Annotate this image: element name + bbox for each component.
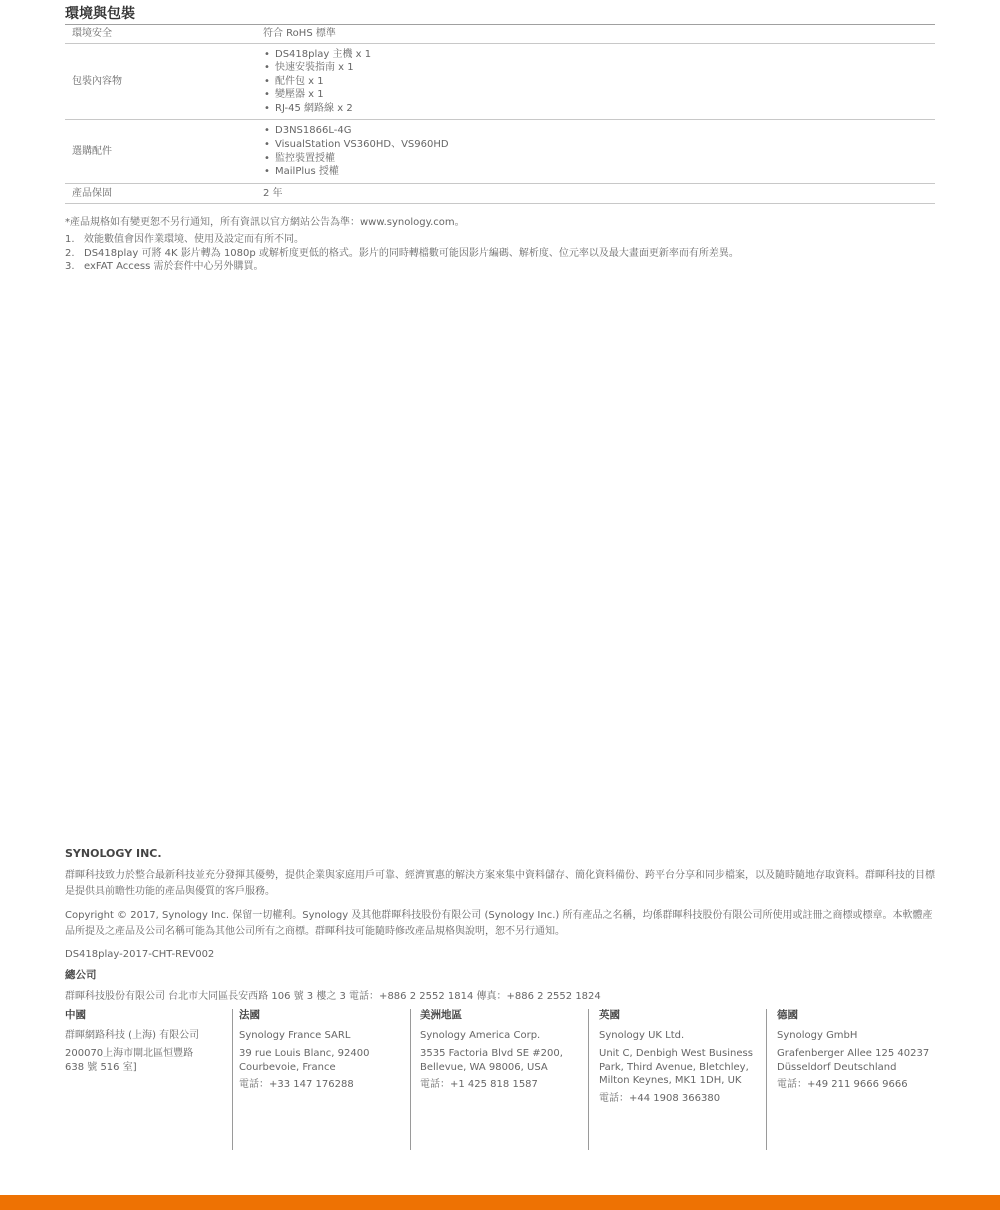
office-title: 英國 bbox=[599, 1009, 620, 1021]
bullet-icon: • bbox=[264, 125, 270, 137]
office-address: Grafenberger Allee 125 40237 Düsseldorf Deutschland bbox=[777, 1048, 930, 1073]
bullet-icon: • bbox=[264, 152, 270, 164]
accessories-list bbox=[263, 124, 935, 178]
office-address: 39 rue Louis Blanc, 92400 Courbevoie, France bbox=[239, 1048, 370, 1073]
accent-bar bbox=[0, 1195, 1000, 1210]
note-item bbox=[65, 233, 739, 247]
bullet-icon: • bbox=[264, 75, 270, 87]
list-item-text: 快速安裝指南 x 1 bbox=[275, 62, 354, 74]
note-number: 1. bbox=[65, 234, 75, 245]
office-name: 群暉網路科技 (上海) 有限公司 bbox=[65, 1029, 200, 1041]
divider bbox=[232, 1009, 233, 1150]
list-item-text: RJ-45 網路線 x 2 bbox=[275, 102, 353, 114]
note-text: DS418play 可將 4K 影片轉為 1080p 或解析度更低的格式。影片的同時轉檔數可能因影片編碼、解析度、位元率以及最大畫面更新率而有所差異。 bbox=[84, 247, 739, 259]
office-phone: 電話：+44 1908 366380 bbox=[599, 1092, 721, 1104]
divider bbox=[588, 1009, 589, 1150]
office-address: Unit C, Denbigh West Business Park, Third Avenue, Bletchley, Milton Keynes, MK1 1DH, UK bbox=[599, 1048, 753, 1086]
spec-table bbox=[65, 24, 935, 204]
list-item-text: DS418play 主機 x 1 bbox=[275, 48, 372, 60]
bullet-icon: • bbox=[264, 166, 270, 178]
note-number: 3. bbox=[65, 261, 75, 272]
list-item-text: 變壓器 x 1 bbox=[275, 89, 324, 101]
spec-label: 選購配件 bbox=[65, 120, 258, 184]
list-item bbox=[263, 61, 935, 75]
office-phone: 電話：+49 211 9666 9666 bbox=[777, 1079, 908, 1090]
office-name: Synology GmbH bbox=[777, 1029, 858, 1041]
bullet-icon: • bbox=[264, 48, 270, 60]
office-title: 中國 bbox=[65, 1009, 86, 1021]
office-address: 3535 Factoria Blvd SE #200, Bellevue, WA 98006, USA bbox=[420, 1048, 563, 1073]
bullet-icon: • bbox=[264, 89, 270, 101]
office-title: 德國 bbox=[777, 1009, 798, 1021]
note-text: exFAT Access 需於套件中心另外購買。 bbox=[84, 261, 264, 272]
list-item-text: MailPlus 授權 bbox=[275, 166, 339, 178]
company-about: 群暉科技致力於整合最新科技並充分發揮其優勢，提供企業與家庭用戶可靠、經濟實惠的解決方案來集中資料儲存、簡化資料備份、跨平台分享和同步檔案，以及隨時隨地存取資料。群暉科技的目標是提供具前瞻性功能的產品與優質的客戶服務。 bbox=[65, 870, 935, 897]
company-name: SYNOLOGY INC. bbox=[65, 847, 162, 860]
copyright-text: Copyright © 2017, Synology Inc. 保留一切權利。Synology 及其他群暉科技股份有限公司 (Synology Inc.) 所有產品之名稱，均係群暉科技股份有限公司所使用或註冊之商標或標章。本軟體產品所提及之產品及公司名稱可能為其他公司所有之商標。群暉科技可能隨時修改產品規格與說明，恕不另行通知。 bbox=[65, 910, 933, 937]
list-item bbox=[263, 152, 935, 166]
list-item-text: VisualStation VS360HD、VS960HD bbox=[275, 138, 449, 150]
bullet-icon: • bbox=[264, 62, 270, 74]
spec-label: 產品保固 bbox=[65, 184, 258, 204]
office-title: 法國 bbox=[239, 1009, 260, 1021]
list-item bbox=[263, 124, 935, 138]
office-france bbox=[232, 1009, 417, 1150]
office-name: Synology France SARL bbox=[239, 1029, 351, 1041]
list-item-text: 配件包 x 1 bbox=[275, 75, 324, 87]
document-id: DS418play-2017-CHT-REV002 bbox=[65, 949, 215, 960]
list-item bbox=[263, 75, 935, 89]
list-item bbox=[263, 102, 935, 116]
spec-label: 環境安全 bbox=[65, 25, 258, 44]
bullet-icon: • bbox=[264, 138, 270, 150]
office-name: Synology America Corp. bbox=[420, 1029, 541, 1041]
note-item bbox=[65, 260, 739, 274]
spec-row-warranty bbox=[65, 184, 935, 204]
notes-list bbox=[65, 233, 739, 274]
spec-row-env bbox=[65, 25, 935, 44]
list-item bbox=[263, 48, 935, 62]
spec-value bbox=[258, 44, 935, 120]
office-name: Synology UK Ltd. bbox=[599, 1029, 685, 1041]
bullet-icon: • bbox=[264, 102, 270, 114]
spec-row-package bbox=[65, 44, 935, 120]
section-title: 環境與包裝 bbox=[65, 6, 135, 22]
office-china bbox=[65, 1009, 235, 1150]
footnote: *產品規格如有變更恕不另行通知，所有資訊以官方網站公告為準：www.synology.com。 bbox=[65, 217, 465, 228]
note-text: 效能數值會因作業環境、使用及設定而有所不同。 bbox=[84, 234, 304, 245]
list-item bbox=[263, 88, 935, 102]
note-item bbox=[65, 247, 739, 261]
office-phone: 電話：+1 425 818 1587 bbox=[420, 1079, 538, 1090]
list-item-text: D3NS1866L-4G bbox=[275, 125, 352, 137]
note-number: 2. bbox=[65, 247, 75, 259]
office-uk bbox=[588, 1009, 777, 1150]
office-title: 美洲地區 bbox=[420, 1009, 462, 1021]
spec-value: 2 年 bbox=[258, 184, 935, 204]
office-americas bbox=[410, 1009, 598, 1150]
spec-row-accessories bbox=[65, 120, 935, 184]
spec-value: 符合 RoHS 標準 bbox=[258, 25, 935, 44]
spec-label: 包裝內容物 bbox=[65, 44, 258, 120]
office-phone: 電話：+33 147 176288 bbox=[239, 1079, 354, 1090]
list-item bbox=[263, 165, 935, 179]
office-address: 200070上海市閘北區恒豐路 638 號 516 室] bbox=[65, 1048, 194, 1073]
list-item-text: 監控裝置授權 bbox=[275, 152, 335, 164]
headquarters-title: 總公司 bbox=[65, 969, 97, 981]
divider bbox=[410, 1009, 411, 1150]
spec-value bbox=[258, 120, 935, 184]
package-list bbox=[263, 48, 935, 116]
office-germany bbox=[766, 1009, 947, 1150]
list-item bbox=[263, 138, 935, 152]
headquarters-info: 群暉科技股份有限公司 台北市大同區長安西路 106 號 3 樓之 3 電話：+886 2 2552 1814 傳真：+886 2 2552 1824 bbox=[65, 991, 601, 1002]
offices bbox=[65, 1009, 935, 1150]
divider bbox=[766, 1009, 767, 1150]
